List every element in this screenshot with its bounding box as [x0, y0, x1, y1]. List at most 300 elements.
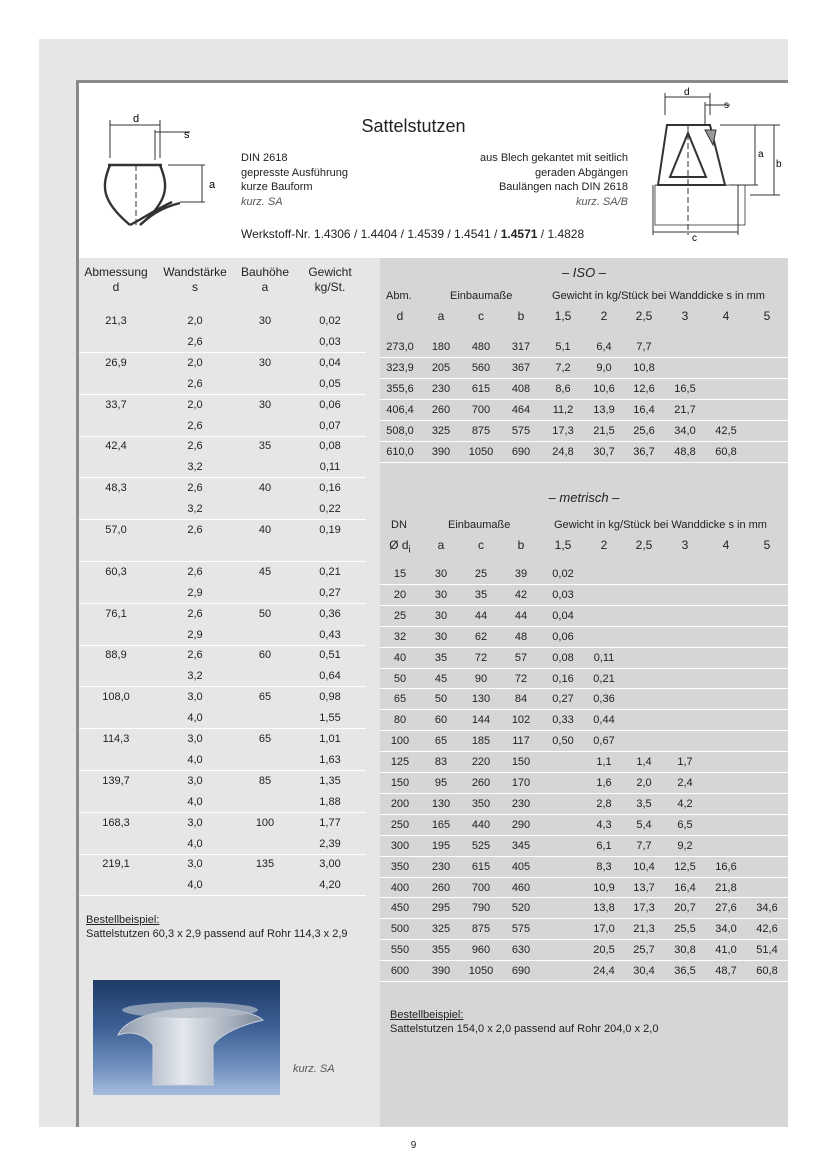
- left-table-cell: 0,11: [319, 461, 341, 474]
- iso-table-cell: 12,6: [633, 383, 655, 395]
- metric-table-cell: 95: [434, 777, 448, 789]
- header-right-line: geraden Abgängen: [535, 166, 628, 179]
- metric-table-cell: 30: [434, 588, 448, 601]
- left-table-row: [79, 478, 368, 499]
- metric-table-cell: 42: [514, 588, 528, 601]
- iso-table-cell: 10,6: [593, 383, 615, 395]
- metric-table-cell: 6,5: [677, 818, 693, 831]
- iso-subheader-cell: 2,5: [635, 309, 653, 323]
- iso-table-cell: 36,7: [633, 446, 655, 458]
- metric-table-cell: 100: [390, 735, 410, 748]
- metric-table-cell: 0,21: [593, 672, 615, 685]
- metric-table-cell: 400: [390, 881, 410, 894]
- diagram-sab-label-c: c: [692, 233, 697, 244]
- left-table-cell: 40: [258, 482, 272, 495]
- left-table-cell: 65: [258, 691, 272, 704]
- metric-table-row: [380, 648, 788, 669]
- metric-table-row: [380, 773, 788, 794]
- metric-table-cell: 25: [393, 609, 407, 622]
- left-table-cell: 2,6: [187, 377, 203, 390]
- iso-table-cell: 325: [431, 425, 451, 437]
- iso-table-cell: 464: [511, 404, 531, 416]
- header-left-line: kurze Bauform: [241, 181, 313, 193]
- product-photo: [93, 980, 280, 1095]
- metric-subheader-cell: 1,5: [554, 538, 572, 552]
- iso-table-cell: 16,5: [674, 383, 696, 395]
- metric-table-cell: 0,50: [552, 735, 574, 748]
- iso-subheader-cell: 2: [600, 309, 608, 323]
- header-left-line: DIN 2618: [241, 152, 288, 164]
- metric-table-cell: 195: [431, 839, 451, 852]
- left-header-line: kg/St.: [314, 280, 346, 294]
- metric-table-cell: 60,8: [756, 965, 778, 978]
- metric-table-cell: 25: [474, 568, 488, 580]
- subscript-i: i: [408, 544, 411, 556]
- iso-table-row: [380, 442, 788, 463]
- material-number-highlight: 1.4571: [500, 227, 538, 241]
- iso-table-row: [380, 400, 788, 421]
- left-table-row: [79, 792, 368, 813]
- metric-subheader-cell: 2: [600, 538, 608, 552]
- metric-table-cell: 7,7: [636, 839, 652, 852]
- metric-table-cell: 200: [390, 797, 410, 810]
- metric-table-cell: 10,9: [593, 881, 615, 894]
- iso-table-row: [380, 337, 788, 358]
- metric-table-cell: 25,5: [674, 923, 696, 936]
- metric-table-cell: 45: [434, 672, 448, 685]
- diagram-sa-label-a: a: [209, 179, 216, 191]
- metric-table-cell: 125: [390, 756, 410, 769]
- metric-table-cell: 84: [514, 693, 528, 706]
- metric-table-cell: 450: [390, 902, 410, 915]
- left-table-row: [79, 562, 368, 583]
- iso-subheader-cell: 1,5: [554, 309, 572, 323]
- metric-table-cell: 295: [431, 902, 451, 915]
- iso-table-cell: 875: [471, 425, 491, 437]
- metric-table-cell: 230: [511, 797, 531, 810]
- left-table-cell: 3,2: [187, 503, 203, 516]
- header-left-block: [241, 151, 348, 209]
- left-header-bauhoehe: [237, 265, 293, 295]
- left-header-gewicht: [300, 265, 360, 295]
- metric-table-cell: 27,6: [715, 902, 737, 915]
- metric-table-cell: 30: [434, 568, 448, 580]
- metric-table-cell: 700: [471, 881, 491, 894]
- metric-table-cell: 260: [471, 777, 491, 789]
- metric-table-row: [380, 585, 788, 606]
- metric-table-row: [380, 752, 788, 773]
- left-table-cell: 0,19: [319, 524, 341, 536]
- metric-table-cell: 30,4: [633, 965, 655, 978]
- iso-subheader-cell: 3: [681, 309, 689, 323]
- metric-table-row: [380, 898, 788, 919]
- left-table-row: [79, 708, 368, 729]
- metric-table-cell: 60: [434, 714, 448, 727]
- left-table-cell: 0,16: [319, 482, 341, 495]
- left-table-row: [79, 332, 368, 353]
- metric-subheader-cell: a: [437, 538, 445, 552]
- left-table-cell: 4,0: [187, 712, 203, 725]
- metric-table-cell: 9,2: [677, 839, 693, 852]
- left-table-cell: 42,4: [105, 440, 127, 453]
- metric-table-cell: 20,5: [593, 944, 615, 957]
- iso-header-einbaumasse: Einbaumaße: [450, 290, 513, 302]
- left-table-cell: 0,36: [319, 607, 341, 620]
- left-table-cell: 0,03: [319, 335, 341, 348]
- metric-table-cell: 72: [474, 651, 488, 664]
- metric-table-row: [380, 627, 788, 648]
- iso-header-gewicht: Gewicht in kg/Stück bei Wanddicke s in mm: [552, 290, 765, 302]
- left-table-cell: 2,6: [187, 482, 203, 495]
- metric-table-cell: 144: [471, 714, 491, 727]
- left-table-cell: 108,0: [102, 691, 130, 704]
- left-table-row: [79, 374, 368, 395]
- iso-table-cell: 260: [431, 404, 451, 416]
- order-example-right-text: Sattelstutzen 154,0 x 2,0 passend auf Rohr 204,0 x 2,0: [390, 1023, 659, 1035]
- iso-table-cell: 13,9: [593, 404, 615, 416]
- metric-table-cell: 185: [471, 735, 491, 748]
- metric-table-cell: 0,03: [552, 588, 574, 601]
- iso-table-cell: 16,4: [633, 404, 655, 416]
- diagram-sab-label-s: s: [724, 100, 729, 111]
- metric-table-cell: 35: [434, 651, 448, 664]
- left-table-row: [79, 604, 368, 625]
- metric-table-cell: 230: [431, 860, 451, 873]
- iso-table-cell: 390: [431, 446, 451, 458]
- metric-table-cell: 875: [471, 923, 491, 936]
- left-table-cell: 2,6: [187, 649, 203, 662]
- metric-table-cell: 32: [393, 630, 407, 643]
- left-table-cell: 65: [258, 733, 272, 745]
- diagram-sab-label-b: b: [776, 159, 782, 170]
- left-table-cell: 2,0: [187, 356, 203, 369]
- iso-table-cell: 180: [431, 341, 451, 353]
- iso-table-cell: 30,7: [593, 446, 615, 458]
- iso-table-cell: 11,2: [552, 404, 574, 416]
- metric-table-row: [380, 919, 788, 940]
- metric-subheader-cell: c: [478, 538, 484, 552]
- metric-table-cell: 57: [514, 651, 528, 664]
- left-header-abmessung: [80, 265, 152, 295]
- metric-table-cell: 1,1: [596, 756, 612, 769]
- left-table-cell: 76,1: [105, 607, 127, 620]
- left-table-cell: 0,04: [319, 356, 341, 369]
- metric-table-cell: 0,08: [552, 651, 574, 664]
- metric-table-cell: 130: [471, 693, 491, 706]
- metric-table-cell: 2,8: [596, 797, 612, 810]
- metric-table-cell: 300: [390, 839, 410, 852]
- metric-table-cell: 12,5: [674, 860, 696, 873]
- metric-table-cell: 1,7: [677, 756, 693, 769]
- left-table-cell: 1,77: [319, 816, 341, 829]
- iso-table-cell: 10,8: [633, 362, 655, 374]
- metric-table-cell: 102: [511, 714, 531, 727]
- metric-table-cell: 4,3: [596, 818, 612, 831]
- left-table-cell: 35: [258, 440, 272, 453]
- left-table-cell: 30: [258, 356, 272, 369]
- metric-header-dn: DN: [391, 519, 407, 531]
- left-table-cell: 135: [255, 858, 275, 871]
- row-separator: [380, 981, 788, 982]
- diagram-sa-b: [640, 85, 790, 245]
- left-table-row: [79, 729, 368, 750]
- metric-table-row: [380, 940, 788, 961]
- left-table-cell: 48,3: [105, 482, 127, 495]
- metric-table-row: [380, 961, 788, 982]
- row-separator: [79, 895, 366, 896]
- left-table-cell: 2,0: [187, 315, 203, 327]
- left-header-wandstaerke: [157, 265, 233, 295]
- metric-table-cell: 48: [514, 630, 528, 643]
- iso-table-row: [380, 421, 788, 442]
- metric-table-cell: 250: [390, 818, 410, 831]
- metric-table-cell: 13,7: [633, 881, 655, 894]
- metric-table-cell: 20,7: [674, 902, 696, 915]
- iso-table-cell: 8,6: [555, 383, 571, 395]
- left-table-row: [79, 625, 368, 646]
- metric-table-cell: 615: [471, 860, 491, 873]
- left-table-cell: 4,0: [187, 753, 203, 766]
- left-table-row: [79, 834, 368, 855]
- left-table-cell: 114,3: [102, 733, 130, 745]
- metric-table-cell: 72: [514, 672, 528, 685]
- photo-caption: kurz. SA: [293, 1063, 335, 1075]
- header-left-line: kurz. SA: [241, 195, 283, 208]
- iso-table-cell: 560: [471, 362, 491, 374]
- left-table-cell: 219,1: [102, 858, 130, 871]
- order-example-left: [86, 913, 348, 941]
- iso-table-cell: 508,0: [386, 425, 414, 437]
- metric-table-cell: 16,6: [715, 860, 737, 873]
- left-table-cell: 0,98: [319, 691, 341, 704]
- metric-table-cell: 1,4: [636, 756, 652, 769]
- metric-table-cell: 960: [471, 944, 491, 957]
- iso-subheader-cell: d: [396, 309, 404, 323]
- iso-table-cell: 25,6: [633, 425, 655, 437]
- page-number: 9: [410, 1140, 417, 1151]
- metric-table-cell: 34,0: [715, 923, 737, 936]
- left-table-cell: 2,6: [187, 607, 203, 620]
- metric-table-cell: 390: [431, 965, 451, 978]
- left-table-cell: 50: [258, 607, 272, 620]
- metric-table-cell: 550: [390, 944, 410, 957]
- left-table-row: [79, 353, 368, 374]
- left-table-cell: 2,6: [187, 419, 203, 432]
- iso-table-row: [380, 358, 788, 379]
- iso-subheader: [380, 305, 788, 326]
- iso-table-cell: 24,8: [552, 446, 574, 458]
- left-table-row: [79, 813, 368, 834]
- metric-table-row: [380, 606, 788, 627]
- iso-table-cell: 48,8: [674, 446, 696, 458]
- metric-table-cell: 520: [511, 902, 531, 915]
- left-header-line: d: [112, 280, 120, 294]
- left-table-cell: 1,88: [319, 795, 341, 808]
- left-table-cell: 21,3: [105, 315, 127, 327]
- left-table-row: [79, 311, 368, 332]
- left-header-line: a: [261, 280, 269, 294]
- left-header-line: s: [192, 280, 198, 294]
- iso-table-cell: 7,7: [636, 341, 652, 353]
- metric-table-row: [380, 815, 788, 836]
- metric-subheader-cell: b: [517, 538, 525, 552]
- left-table-cell: 4,20: [319, 879, 341, 892]
- left-table-cell: 4,0: [187, 879, 203, 892]
- metric-table-cell: 0,16: [552, 672, 574, 685]
- left-table-row: [79, 666, 368, 687]
- metric-header-gewicht: Gewicht in kg/Stück bei Wanddicke s in mm: [554, 519, 767, 531]
- metric-table-cell: 2,4: [677, 777, 693, 789]
- iso-table-cell: 367: [511, 362, 531, 374]
- metric-table-cell: 42,6: [756, 923, 778, 936]
- metric-subheader-cell: 3: [681, 538, 689, 552]
- metric-table-cell: 15: [393, 568, 407, 580]
- header-right-line: kurz. SA/B: [576, 195, 628, 208]
- left-table-cell: 3,2: [187, 670, 203, 683]
- metric-table-cell: 690: [511, 965, 531, 978]
- metric-table-cell: 220: [471, 756, 491, 769]
- left-table-cell: 30: [258, 315, 272, 327]
- metric-table-cell: 16,4: [674, 881, 696, 894]
- metric-header-einbaumasse: Einbaumaße: [448, 519, 511, 531]
- iso-table-cell: 615: [471, 383, 491, 395]
- iso-table-cell: 230: [431, 383, 451, 395]
- left-table-cell: 2,9: [187, 586, 203, 599]
- metric-table-cell: 20: [393, 588, 407, 601]
- metric-table-cell: 0,36: [593, 693, 615, 706]
- metric-table-cell: 44: [474, 609, 488, 622]
- metric-table-cell: 41,0: [715, 944, 737, 957]
- iso-table-cell: 42,5: [715, 425, 737, 437]
- left-table-cell: 3,2: [187, 461, 203, 474]
- left-table-cell: 0,51: [319, 649, 341, 662]
- left-table-cell: 3,0: [187, 858, 203, 871]
- metric-table-cell: 50: [434, 693, 448, 706]
- metric-table-cell: 345: [511, 839, 531, 852]
- metric-table-cell: 525: [471, 839, 491, 852]
- metric-table-cell: 36,5: [674, 965, 696, 978]
- metric-table-cell: 8,3: [596, 860, 612, 873]
- iso-header-abm: Abm.: [386, 290, 412, 302]
- diagram-sa-label-s: s: [184, 129, 190, 141]
- left-table-cell: 85: [258, 774, 272, 787]
- left-table-cell: 1,01: [319, 733, 341, 745]
- iso-table-cell: 17,3: [552, 425, 574, 437]
- left-table-cell: 88,9: [105, 649, 127, 662]
- left-table-cell: 60: [258, 649, 272, 662]
- metric-table-cell: 51,4: [756, 944, 778, 957]
- metric-table-cell: 48,7: [715, 965, 737, 978]
- left-table-cell: 1,55: [319, 712, 341, 725]
- metric-table-cell: 0,27: [552, 693, 574, 706]
- iso-table-cell: 7,2: [555, 362, 571, 374]
- left-table-cell: 0,64: [319, 670, 341, 683]
- left-table-row: [79, 854, 368, 875]
- header-left-line: gepresste Ausführung: [241, 166, 349, 179]
- iso-table-cell: 355,6: [386, 383, 414, 395]
- metric-table-cell: 17,0: [593, 923, 615, 936]
- metric-subheader-cell: 5: [763, 538, 771, 552]
- left-table-cell: 1,63: [319, 753, 341, 766]
- iso-table-cell: 60,8: [715, 446, 737, 458]
- metric-table-cell: 0,67: [593, 735, 615, 748]
- metric-table-row: [380, 689, 788, 710]
- iso-table-cell: 6,4: [596, 341, 612, 353]
- left-table-cell: 0,05: [319, 377, 341, 390]
- iso-table-cell: 480: [471, 341, 491, 353]
- metric-table-cell: 0,04: [552, 609, 574, 622]
- header-right-block: [480, 151, 628, 209]
- left-table-cell: 1,35: [319, 774, 341, 787]
- left-table-cell: 3,0: [187, 774, 203, 787]
- left-table-cell: 0,06: [319, 398, 341, 411]
- metric-table-cell: 290: [511, 818, 531, 831]
- metric-table-cell: 260: [431, 881, 451, 894]
- left-table-cell: 2,6: [187, 440, 203, 453]
- iso-table-cell: 5,1: [555, 341, 571, 353]
- header-right-line: Baulängen nach DIN 2618: [498, 181, 628, 193]
- left-table-cell: 0,08: [319, 440, 341, 453]
- left-table-row: [79, 583, 368, 604]
- metric-subheader-cell: 2,5: [635, 538, 653, 552]
- metric-table-cell: 17,3: [633, 902, 655, 915]
- iso-table-cell: 575: [511, 425, 531, 437]
- metric-table-row: [380, 857, 788, 878]
- iso-table-cell: 1050: [468, 446, 494, 458]
- iso-table-cell: 317: [511, 341, 531, 353]
- left-table-row: [79, 750, 368, 771]
- metric-table-row: [380, 710, 788, 731]
- left-table-cell: 2,6: [187, 524, 203, 536]
- metric-table-cell: 62: [474, 630, 488, 643]
- metric-table-cell: 150: [511, 756, 531, 769]
- metric-table-cell: 0,44: [593, 714, 615, 727]
- diagram-sa-label-d: d: [133, 113, 140, 125]
- order-example-right: [390, 1008, 658, 1036]
- metric-table-cell: 500: [390, 923, 410, 936]
- left-table-cell: 40: [258, 524, 272, 536]
- metric-table-cell: 575: [511, 923, 531, 936]
- metric-table-cell: 34,6: [756, 902, 778, 915]
- left-table-cell: 4,0: [187, 837, 203, 850]
- left-table-cell: 168,3: [102, 816, 130, 829]
- metric-table-cell: 630: [511, 944, 531, 957]
- order-example-left-label: Bestellbeispiel:: [86, 914, 160, 926]
- left-table-cell: 4,0: [187, 795, 203, 808]
- metric-table-cell: 2,0: [636, 777, 652, 789]
- left-table-row: [79, 520, 368, 541]
- metric-table-cell: 460: [511, 881, 531, 894]
- left-table-row: [79, 771, 368, 792]
- metric-table-cell: 1,6: [596, 777, 612, 789]
- left-table-cell: 3,0: [187, 733, 203, 745]
- material-numbers-prefix: Werkstoff-Nr. 1.4306 / 1.4404 / 1.4539 / 1.4541 /: [241, 227, 501, 241]
- metric-table-row: [380, 794, 788, 815]
- iso-subheader-cell: 5: [763, 309, 771, 323]
- metric-table-cell: 790: [471, 902, 491, 915]
- iso-subheader-cell: b: [517, 309, 525, 323]
- left-table-cell: 0,21: [319, 565, 341, 578]
- left-table-cell: 30: [258, 398, 272, 411]
- metric-section-title: – metrisch –: [548, 490, 620, 505]
- diagram-sab-label-a: a: [758, 149, 764, 160]
- left-table-cell: 0,27: [319, 586, 341, 599]
- metric-table-cell: 0,33: [552, 714, 574, 727]
- left-table-cell: 33,7: [105, 398, 127, 411]
- iso-table-cell: 408: [511, 383, 531, 395]
- iso-table-row: [380, 379, 788, 400]
- left-table-cell: 3,00: [319, 858, 341, 871]
